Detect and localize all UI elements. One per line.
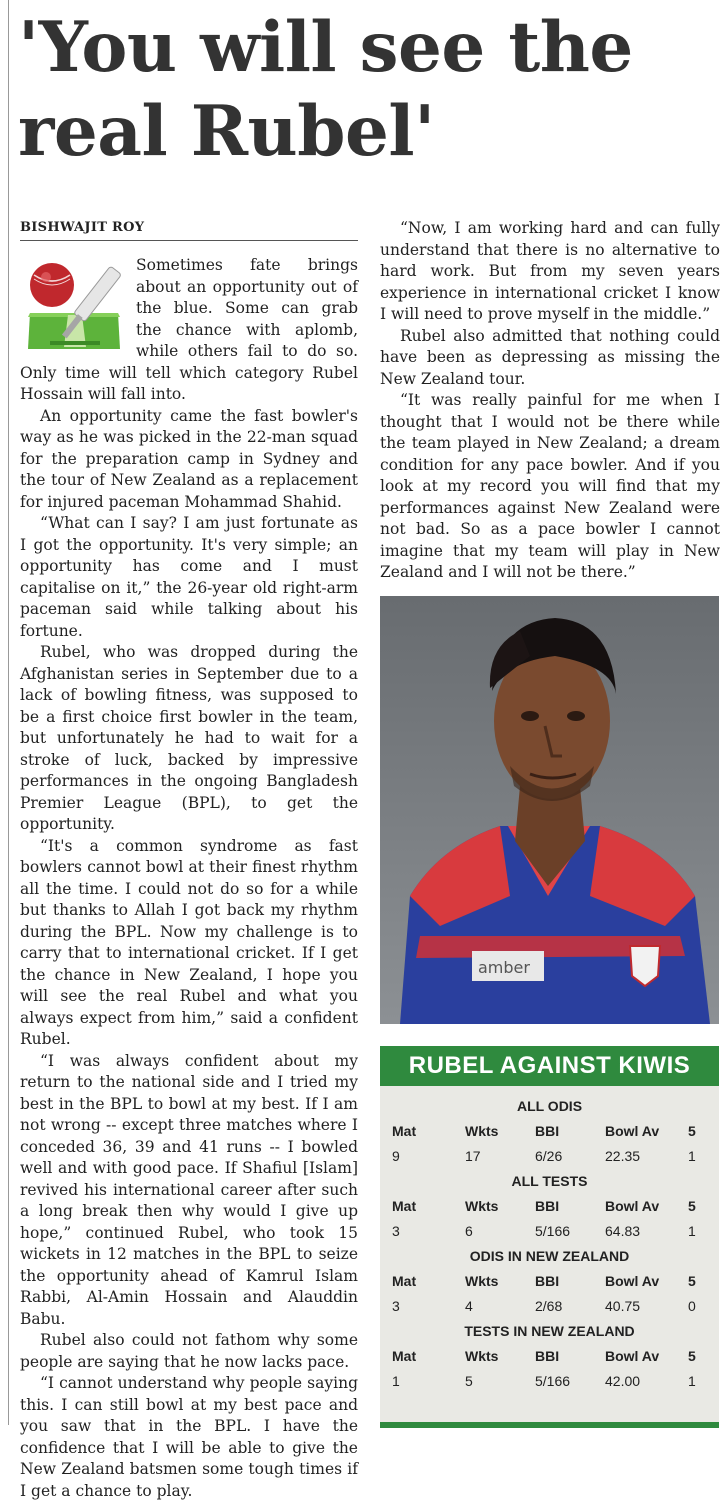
stats-column-header: Bowl Av <box>605 1123 660 1139</box>
stats-value-row <box>380 1294 719 1319</box>
paragraph: An opportunity came the fast bowler's way as he was picked in the 22-man squad for the preparation camp in Sydney and the tour of New Zealand as a replacement for injured paceman Mohammad Shahid. <box>20 406 358 511</box>
stats-value: 42.00 <box>605 1373 641 1389</box>
article-column-left <box>20 255 358 1502</box>
stats-value-row <box>380 1144 719 1169</box>
stats-value: 6/26 <box>535 1148 563 1164</box>
stats-value: 5/166 <box>535 1373 571 1389</box>
stats-section-heading: TESTS IN NEW ZEALAND <box>464 1323 635 1339</box>
paragraph: Rubel, who was dropped during the Afghanistan series in September due to a lack of bowling fitness, was supposed to be a first choice first bowler in the team, but unfortunately he had to wait for a stroke of luck, backed by impressive performances in the ongoing Bangladesh Premier League (BPL), to get the opportunity. <box>20 643 358 833</box>
paragraph: “Now, I am working hard and can fully understand that there is no alternative to hard work. But from my seven years experience in international cricket I know I will need to prove myself in the middle.” <box>380 219 720 323</box>
stats-column-header: Mat <box>392 1123 417 1139</box>
article-column-right <box>380 218 720 584</box>
stats-value: 40.75 <box>605 1298 641 1314</box>
stats-column-header: Wkts <box>465 1348 499 1364</box>
headline-line-1: 'You will see the <box>18 7 633 88</box>
stats-value: 1 <box>688 1223 696 1239</box>
paragraph: Rubel also could not fathom why some people are saying that he now lacks pace. <box>20 1331 358 1371</box>
stats-column-header: Wkts <box>465 1273 499 1289</box>
paragraph: “I cannot understand why people saying this. I can still bowl at my best pace and you saw that in the BPL. I have the confidence that I will be able to give the New Zealand batsmen some tough times if I get a chance to play. <box>20 1374 358 1500</box>
stats-column-header: 5 <box>688 1273 696 1289</box>
stats-column-header: BBI <box>535 1273 560 1289</box>
stats-section-heading: ALL ODIS <box>516 1098 583 1114</box>
stats-column-header: 5 <box>688 1123 696 1139</box>
stats-table <box>380 1086 719 1394</box>
stats-column-header: Mat <box>392 1273 417 1289</box>
paragraph: “I was always confident about my return to the national side and I tried my best in the BPL to bowl at my best. If I am not wrong -- except three matches where I conceded 36, 39 and 41 runs -- I bowled well and with good pace. If Shafiul [Islam] revived his international career after such a long break then why would I give up hope,” continued Rubel, who took 15 wickets in 12 matches in the BPL to seize the opportunity ahead of Kamrul Islam Rabbi, Al-Amin Hossain and Alauddin Babu. <box>20 1051 358 1328</box>
stats-header-row <box>380 1344 719 1369</box>
stats-value: 3 <box>392 1298 400 1314</box>
stats-value: 17 <box>465 1148 481 1164</box>
stats-column-header: 5 <box>688 1198 696 1214</box>
stats-header-row <box>380 1269 719 1294</box>
stats-value: 0 <box>688 1298 696 1314</box>
stats-value: 4 <box>465 1298 473 1314</box>
stats-column-header: Bowl Av <box>605 1348 660 1364</box>
paragraph: “What can I say? I am just fortunate as I got the opportunity. It's very simple; an opportunity has come and I must capitalise on it,” the 26-year old right-arm paceman said while talking about his fortune. <box>20 514 358 640</box>
stats-column-header: Wkts <box>465 1198 499 1214</box>
stats-value: 3 <box>392 1223 400 1239</box>
stats-value-row <box>380 1369 719 1394</box>
stats-column-header: BBI <box>535 1348 560 1364</box>
stats-column-header: Mat <box>392 1348 417 1364</box>
stats-title: RUBEL AGAINST KIWIS <box>380 1046 719 1086</box>
paragraph: Rubel also admitted that nothing could have been as depressing as missing the New Zealand tour. <box>380 326 720 388</box>
stats-column-header: BBI <box>535 1123 560 1139</box>
stats-header-row <box>380 1119 719 1144</box>
column-rule <box>8 0 9 1425</box>
stats-column-header: 5 <box>688 1348 696 1364</box>
stats-column-header: Bowl Av <box>605 1198 660 1214</box>
stats-value: 2/68 <box>535 1298 563 1314</box>
byline: BISHWAJIT ROY <box>20 220 358 241</box>
stats-column-header: BBI <box>535 1198 560 1214</box>
stats-value: 9 <box>392 1148 400 1164</box>
stats-value: 1 <box>392 1373 400 1389</box>
stats-column-header: Bowl Av <box>605 1273 660 1289</box>
stats-column-header: Mat <box>392 1198 417 1214</box>
stats-section-heading: ODIS IN NEW ZEALAND <box>469 1248 630 1264</box>
stats-value: 1 <box>688 1373 696 1389</box>
stats-header-row <box>380 1194 719 1219</box>
player-photo <box>380 596 719 1024</box>
headline <box>18 6 718 174</box>
paragraph: “It was really painful for me when I thought that I would not be there while the team played in New Zealand; a dream condition for any pace bowler. And if you look at my record you will find that my performances against New Zealand were not bad. So as a pace bowler I cannot imagine that my team will play in New Zealand and I will not be there.” <box>380 391 720 581</box>
stats-value-row <box>380 1219 719 1244</box>
stats-box <box>380 1046 719 1428</box>
paragraph: “It's a common syndrome as fast bowlers cannot bowl at their finest rhythm all the time. I could not do so for a while but thanks to Allah I got back my rhythm during the BPL. Now my challenge is to carry that to international cricket. If I get the chance in New Zealand, I hope you will see the real Rubel and what you always expect from him,” said a confident Rubel. <box>20 836 358 1048</box>
headline-line-2: real Rubel' <box>18 91 435 172</box>
stats-value: 6 <box>465 1223 473 1239</box>
stats-value: 64.83 <box>605 1223 641 1239</box>
cricket-icon <box>20 257 126 355</box>
stats-section-heading: ALL TESTS <box>511 1173 588 1189</box>
stats-value: 5/166 <box>535 1223 571 1239</box>
jersey-sponsor-text: amber <box>478 958 530 977</box>
paragraph: Sometimes fate brings about an opportunity out of the blue. Some can grab the chance with aplomb, while others fail to do so. Only time will tell which category Rubel Hossain will fall into. <box>20 256 358 403</box>
stats-value: 5 <box>465 1373 473 1389</box>
stats-column-header: Wkts <box>465 1123 499 1139</box>
stats-value: 22.35 <box>605 1148 641 1164</box>
stats-value: 1 <box>688 1148 696 1164</box>
